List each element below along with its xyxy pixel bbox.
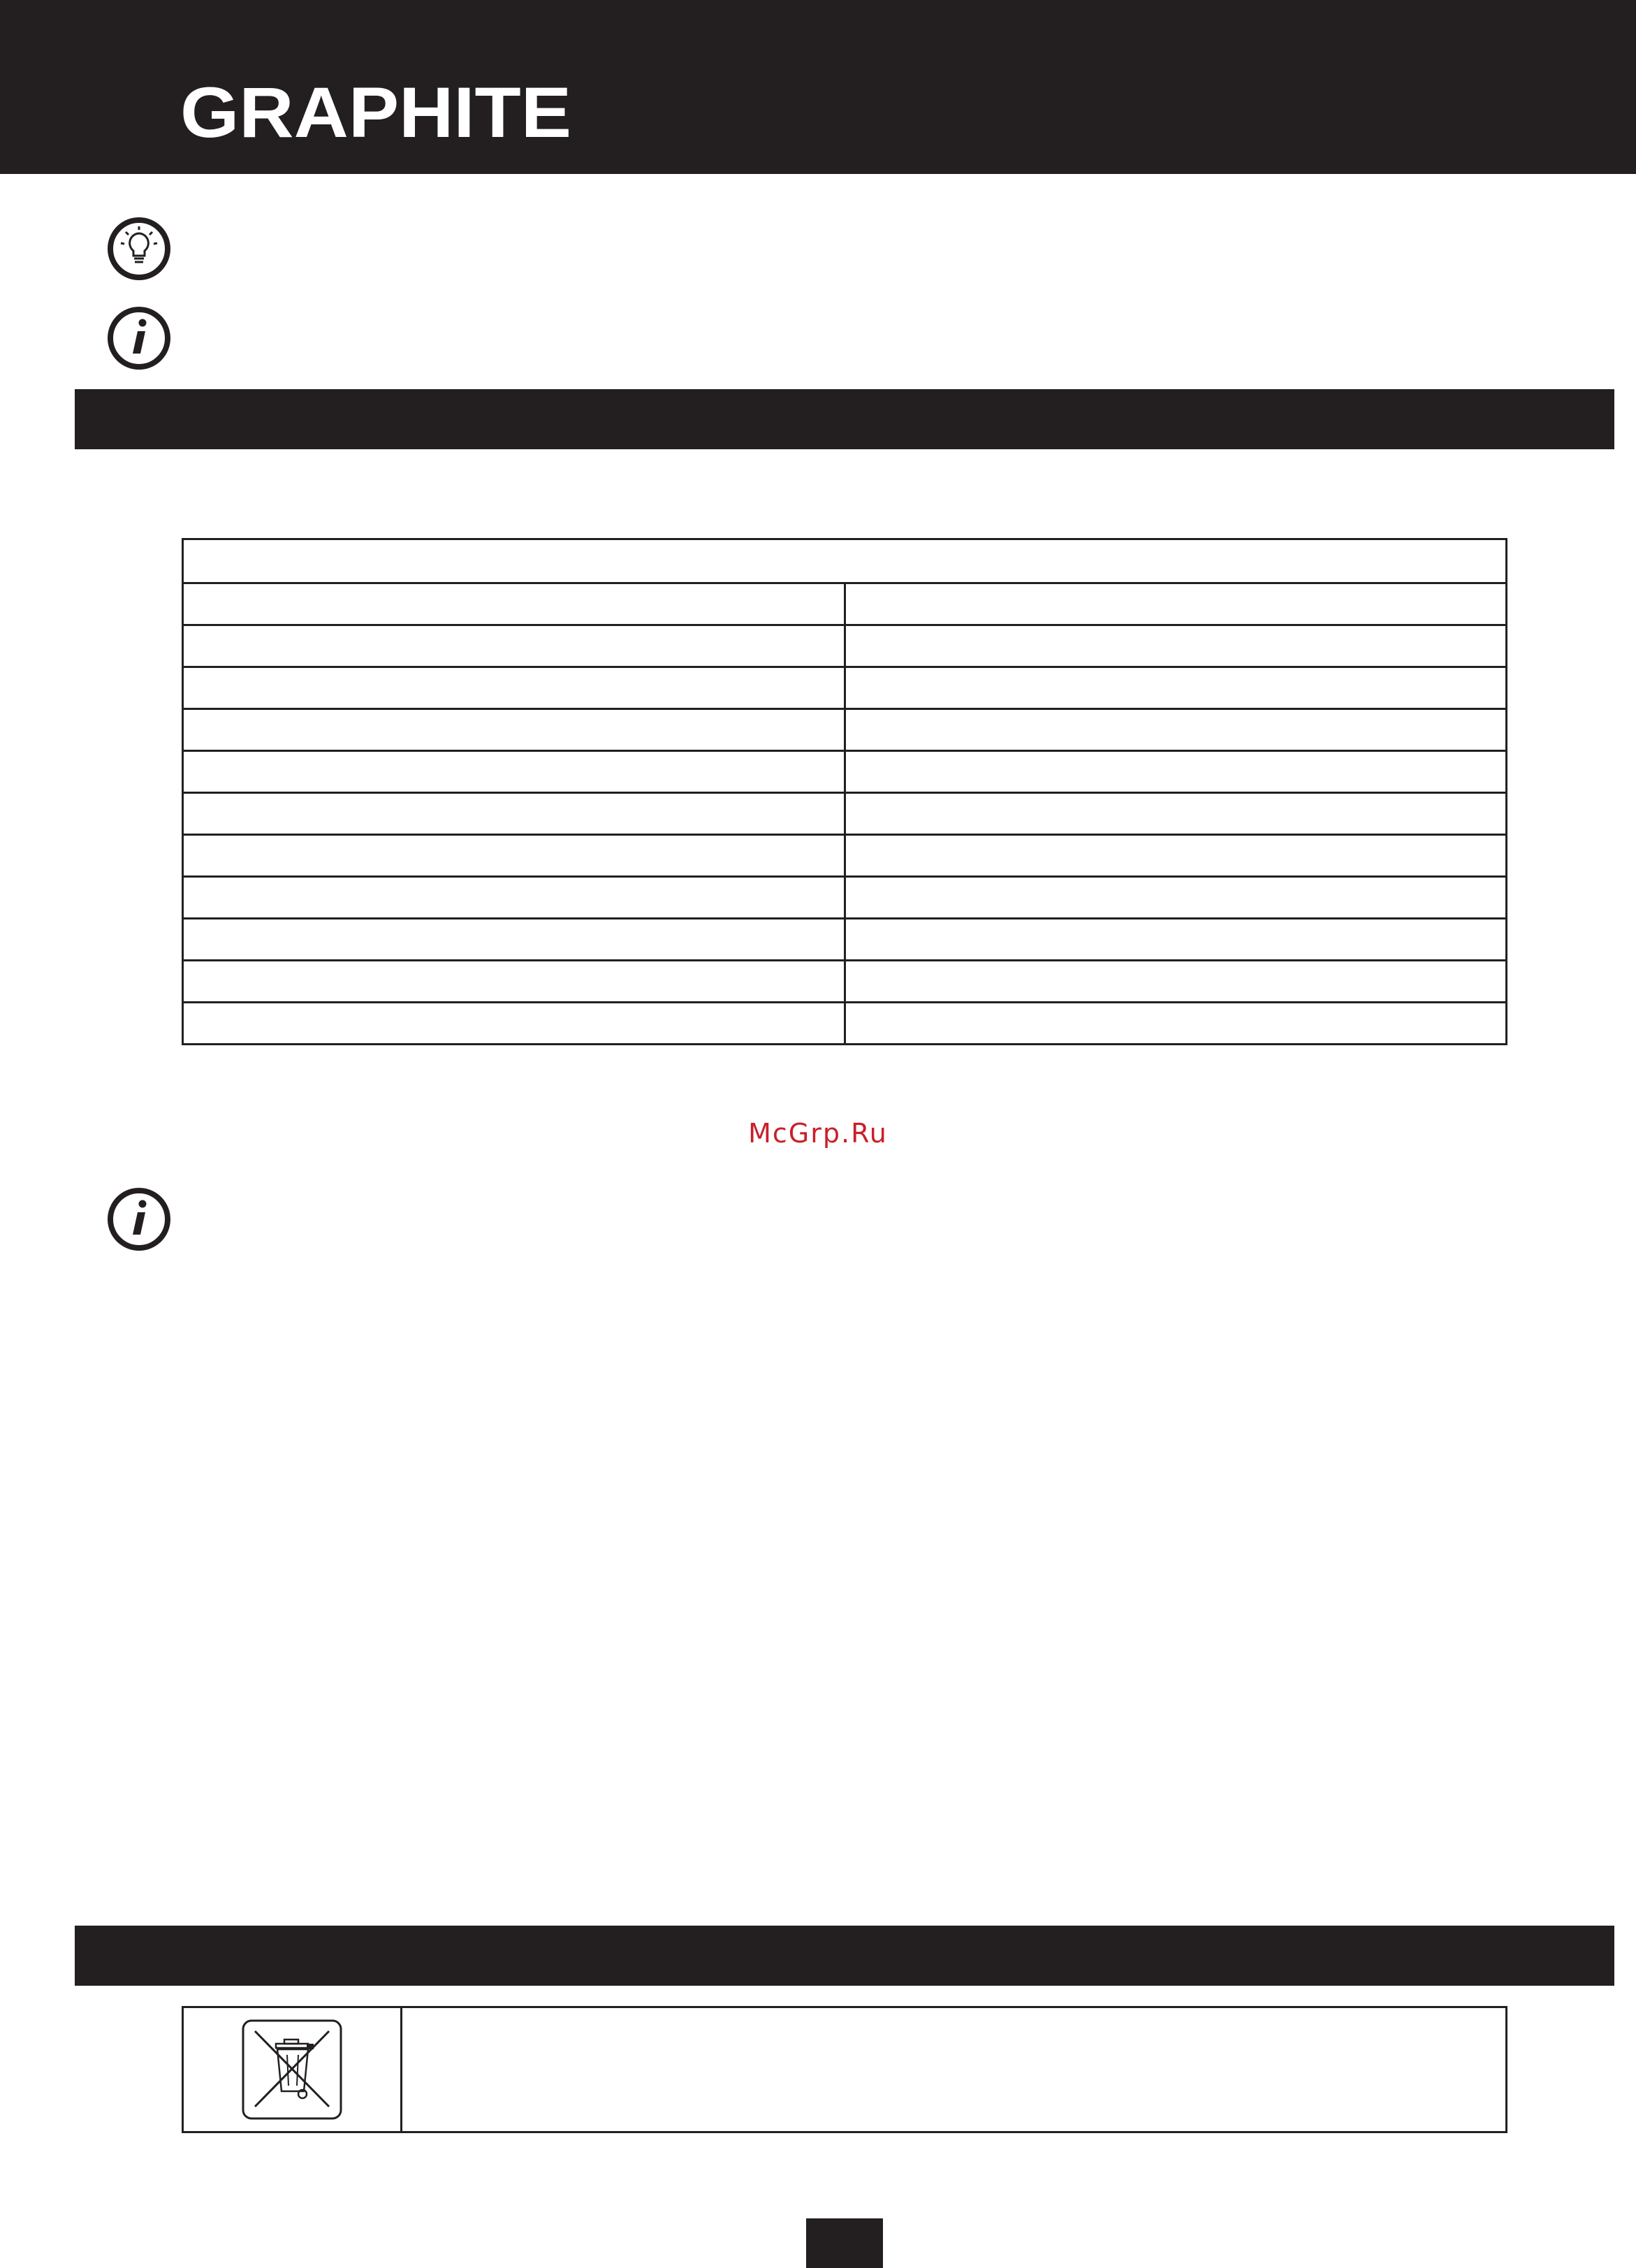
- table-cell: [183, 1003, 845, 1045]
- table-cell: [183, 877, 845, 919]
- table-cell: [845, 667, 1507, 709]
- specification-table: [182, 538, 1507, 1045]
- table-row: [183, 835, 1507, 877]
- table-row: [183, 961, 1507, 1003]
- table-cell: [183, 751, 845, 793]
- table-cell: [845, 919, 1507, 961]
- lightbulb-icon: [107, 217, 171, 281]
- info-icon: [107, 1187, 171, 1251]
- table-cell: [845, 961, 1507, 1003]
- table-cell: [183, 2007, 402, 2132]
- table-cell: [845, 877, 1507, 919]
- table-cell: [183, 625, 845, 667]
- table-cell: [845, 709, 1507, 751]
- table-cell: [183, 793, 845, 835]
- watermark-text: McGrp.Ru: [748, 1118, 888, 1149]
- table-cell: [183, 835, 845, 877]
- table-cell: [183, 961, 845, 1003]
- table-cell: [183, 919, 845, 961]
- table-cell: [402, 2007, 1507, 2132]
- table-row: [183, 539, 1507, 583]
- section-header-bar: [75, 1926, 1614, 1986]
- table-row: [183, 709, 1507, 751]
- table-cell: [183, 667, 845, 709]
- table-row: [183, 2007, 1507, 2132]
- table-row: [183, 919, 1507, 961]
- info-icon: [107, 306, 171, 370]
- page-number-box: [806, 2218, 883, 2268]
- table-cell: [845, 583, 1507, 625]
- table-row: [183, 793, 1507, 835]
- svg-text:GRAPHITE: GRAPHITE: [180, 78, 571, 144]
- disposal-table: [182, 2006, 1507, 2133]
- table-title-cell: [183, 539, 1507, 583]
- table-cell: [183, 583, 845, 625]
- table-row: [183, 1003, 1507, 1045]
- table-row: [183, 583, 1507, 625]
- table-cell: [845, 835, 1507, 877]
- crossed-out-wheelie-bin-icon: [241, 2019, 343, 2121]
- table-cell: [845, 793, 1507, 835]
- table-row: [183, 877, 1507, 919]
- table-row: [183, 625, 1507, 667]
- graphite-logo: [180, 78, 571, 144]
- table-row: [183, 667, 1507, 709]
- table-row: [183, 751, 1507, 793]
- section-header-bar: [75, 389, 1614, 449]
- table-cell: [845, 751, 1507, 793]
- header-bar: [0, 0, 1636, 174]
- table-cell: [845, 625, 1507, 667]
- table-cell: [183, 709, 845, 751]
- table-cell: [845, 1003, 1507, 1045]
